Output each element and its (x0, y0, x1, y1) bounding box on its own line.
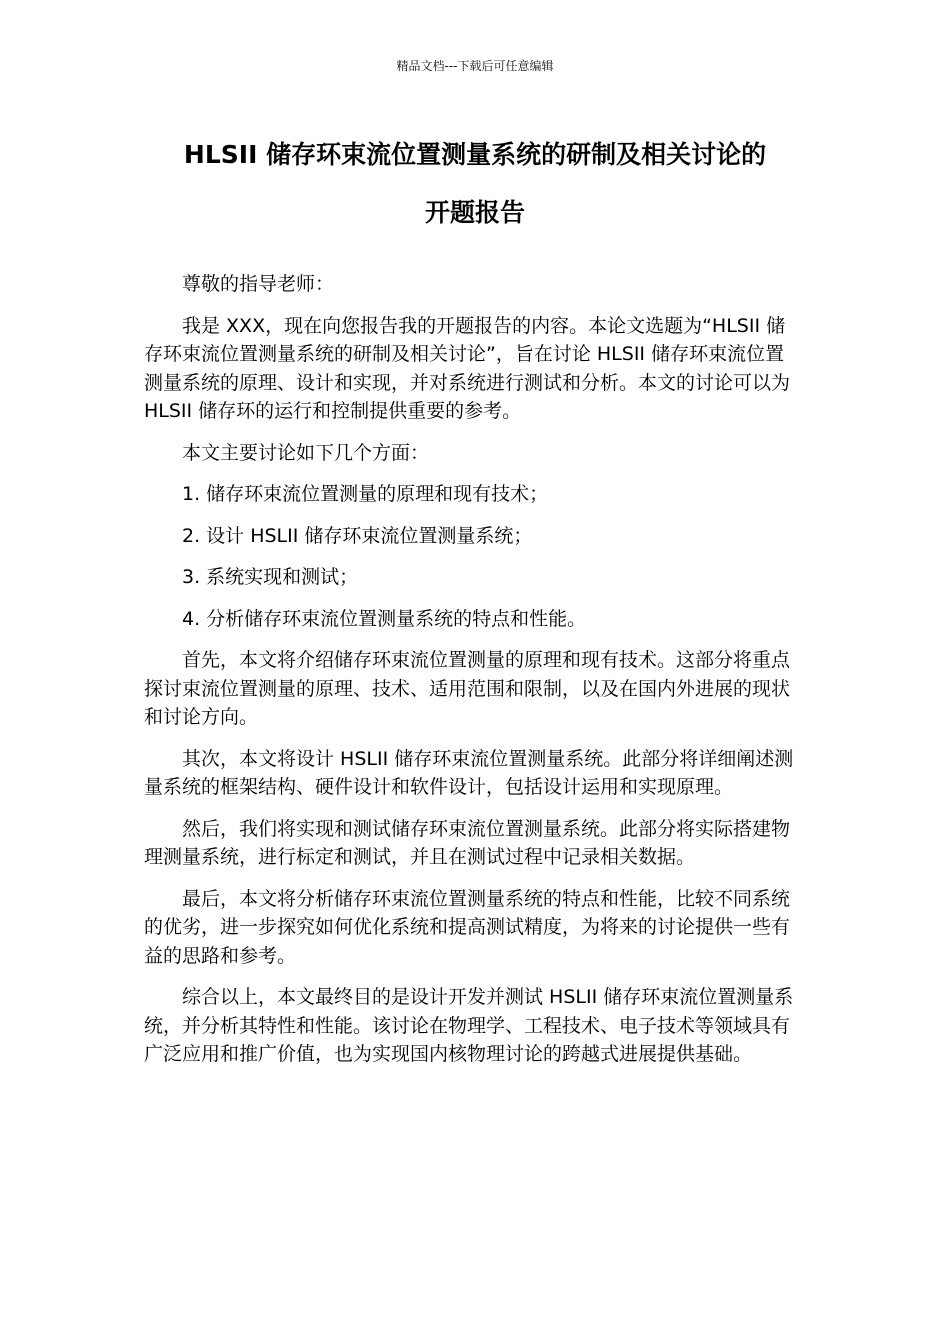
list-item-2: 2. 设计 HSLII 储存环束流位置测量系统； (182, 524, 533, 547)
paragraph-summary: 综合以上，本文最终目的是设计开发并测试 HSLII 储存环束流位置测量系统，并分析其特性和性能。该讨论在物理学、工程技术、电子技术等领域具有广泛应用和推广价值，也为实现国内核物理讨论的跨越式进展提供基础。 (144, 986, 794, 1065)
header-note: 精品文档---下载后可任意编辑 (396, 59, 554, 73)
document-title-line-1: HLSII 储存环束流位置测量系统的研制及相关讨论的 (183, 140, 767, 169)
paragraph-first: 首先，本文将介绍储存环束流位置测量的原理和现有技术。这部分将重点探讨束流位置测量的原理、技术、适用范围和限制，以及在国内外进展的现状和讨论方向。 (144, 649, 791, 728)
document-body (144, 270, 794, 1082)
paragraph-aspects-heading: 本文主要讨论如下几个方面： (182, 441, 430, 464)
paragraph-finally: 最后，本文将分析储存环束流位置测量系统的特点和性能，比较不同系统的优劣，进一步探究如何优化系统和提高测试精度，为将来的讨论提供一些有益的思路和参考。 (144, 887, 791, 967)
paragraph-second: 其次，本文将设计 HSLII 储存环束流位置测量系统。此部分将详细阐述测量系统的框架结构、硬件设计和软件设计，包括设计运用和实现原理。 (144, 747, 794, 798)
paragraph-then: 然后，我们将实现和测试储存环束流位置测量系统。此部分将实际搭建物理测量系统，进行标定和测试，并且在测试过程中记录相关数据。 (144, 817, 791, 868)
list-item-1: 1. 储存环束流位置测量的原理和现有技术； (182, 483, 549, 505)
list-item-3: 3. 系统实现和测试； (182, 566, 359, 588)
list-item-4: 4. 分析储存环束流位置测量系统的特点和性能。 (182, 607, 587, 630)
paragraph-intro: 我是 XXX，现在向您报告我的开题报告的内容。本论文选题为“HLSII 储存环束流位置测量系统的研制及相关讨论”，旨在讨论 HLSII 储存环束流位置测量系统的原理、设计和实现，并对系统进行测试和分析。本文的讨论可以为 HLSII 储存环的运行和控制提供重要的参考。 (144, 314, 791, 422)
document-title-line-2: 开题报告 (424, 198, 525, 227)
greeting: 尊敬的指导老师： (182, 273, 335, 295)
